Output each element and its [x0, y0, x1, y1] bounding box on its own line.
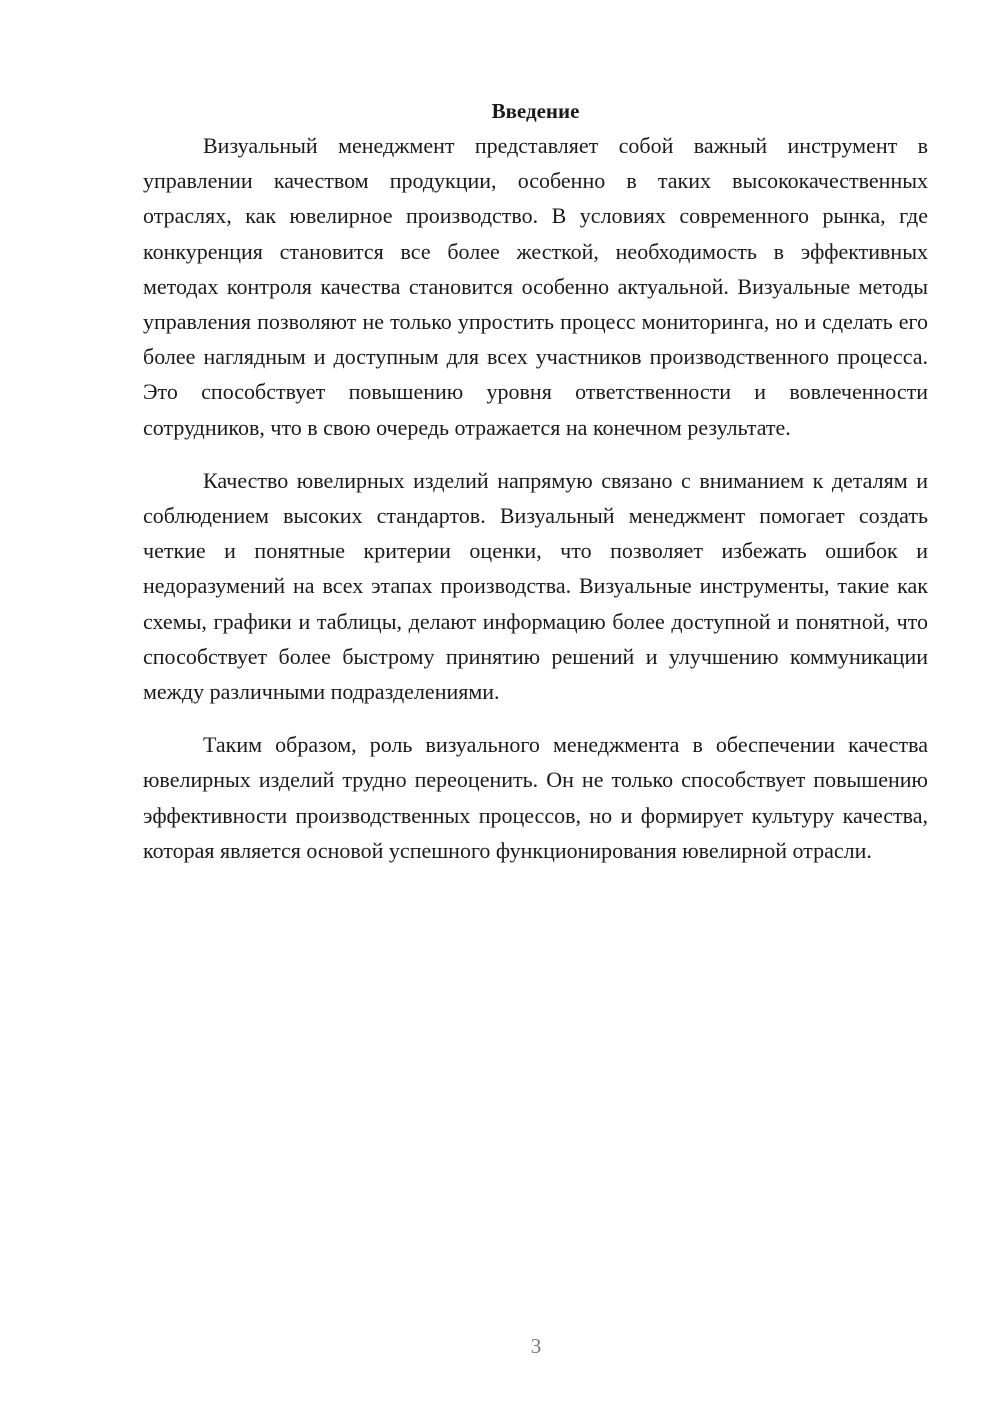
page-number: 3 — [530, 1334, 542, 1358]
paragraph-3: Таким образом, роль визуального менеджмента в обеспечении качества ювелирных изделий трудно переоценить. Он не только способствует повышению эффективности производственных процессов, но и формирует культуру качества, которая является основой успешного функционирования ювелирной отрасли. — [143, 732, 928, 863]
section-heading: Введение — [491, 99, 580, 123]
page-content — [143, 96, 928, 886]
paragraph-1: Визуальный менеджмент представляет собой важный инструмент в управлении качеством продукции, особенно в таких высококачественных отраслях, как ювелирное производство. В условиях современного рынка, где конкуренция становится все более жесткой, необходимость в эффективных методах контроля качества становится особенно актуальной. Визуальные методы управления позволяют не только упростить процесс мониторинга, но и сделать его более наглядным и доступным для всех участников производственного процесса. Это способствует повышению уровня ответственности и вовлеченности сотрудников, что в свою очередь отражается на конечном результате. — [143, 133, 928, 440]
paragraph-2: Качество ювелирных изделий напрямую связано с вниманием к деталям и соблюдением высоких стандартов. Визуальный менеджмент помогает создать четкие и понятные критерии оценки, что позволяет избежать ошибок и недоразумений на всех этапах производства. Визуальные инструменты, такие как схемы, графики и таблицы, делают информацию более доступной и понятной, что способствует более быстрому принятию решений и улучшению коммуникации между различными подразделениями. — [143, 467, 928, 705]
